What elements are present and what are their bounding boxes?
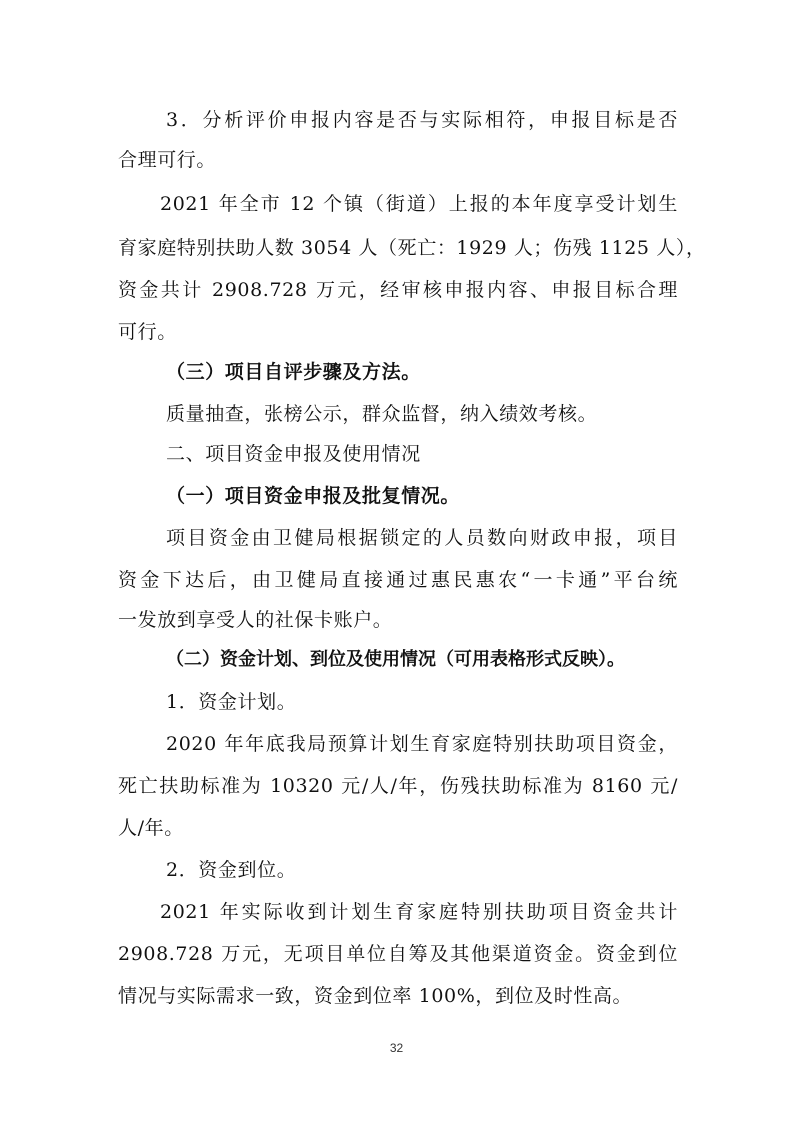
section-heading: （二）资金计划、到位及使用情况（可用表格形式反映）。 bbox=[166, 649, 625, 670]
paragraph-line: 2908.728 万元，无项目单位自筹及其他渠道资金。资金到位 bbox=[118, 943, 678, 965]
page-number: 32 bbox=[389, 1041, 404, 1055]
paragraph-line: 合理可行。 bbox=[118, 149, 217, 171]
section-heading: 二、项目资金申报及使用情况 bbox=[166, 443, 421, 465]
section-heading: （一）项目资金申报及批复情况。 bbox=[166, 485, 461, 507]
paragraph-line: 3．分析评价申报内容是否与实际相符，申报目标是否 bbox=[166, 109, 678, 131]
paragraph-line: 资金共计 2908.728 万元，经审核申报内容、申报目标合理 bbox=[118, 279, 678, 301]
paragraph-line: 资金下达后，由卫健局直接通过惠民惠农“一卡通”平台统 bbox=[118, 569, 678, 591]
paragraph-line: 一发放到享受人的社保卡账户。 bbox=[118, 609, 393, 631]
paragraph-line: 2．资金到位。 bbox=[166, 859, 297, 881]
paragraph-line: 人/年。 bbox=[118, 817, 184, 839]
paragraph-line: 质量抽查，张榜公示，群众监督，纳入绩效考核。 bbox=[166, 403, 598, 425]
paragraph-line: 死亡扶助标准为 10320 元/人/年，伤残扶助标准为 8160 元/ bbox=[118, 775, 678, 797]
paragraph-line: 项目资金由卫健局根据锁定的人员数向财政申报，项目 bbox=[166, 527, 678, 549]
paragraph-line: 2020 年年底我局预算计划生育家庭特别扶助项目资金， bbox=[166, 733, 678, 755]
section-heading: （三）项目自评步骤及方法。 bbox=[166, 361, 421, 383]
paragraph-line: 情况与实际需求一致，资金到位率 100%，到位及时性高。 bbox=[118, 985, 633, 1007]
paragraph-line: 2021 年全市 12 个镇（街道）上报的本年度享受计划生 bbox=[160, 193, 678, 215]
paragraph-line: 2021 年实际收到计划生育家庭特别扶助项目资金共计 bbox=[160, 901, 678, 923]
paragraph-line: 1．资金计划。 bbox=[166, 691, 297, 713]
paragraph-line: 可行。 bbox=[118, 321, 177, 343]
paragraph-line: 育家庭特别扶助人数 3054 人（死亡：1929 人；伤残 1125 人）， bbox=[118, 237, 706, 259]
